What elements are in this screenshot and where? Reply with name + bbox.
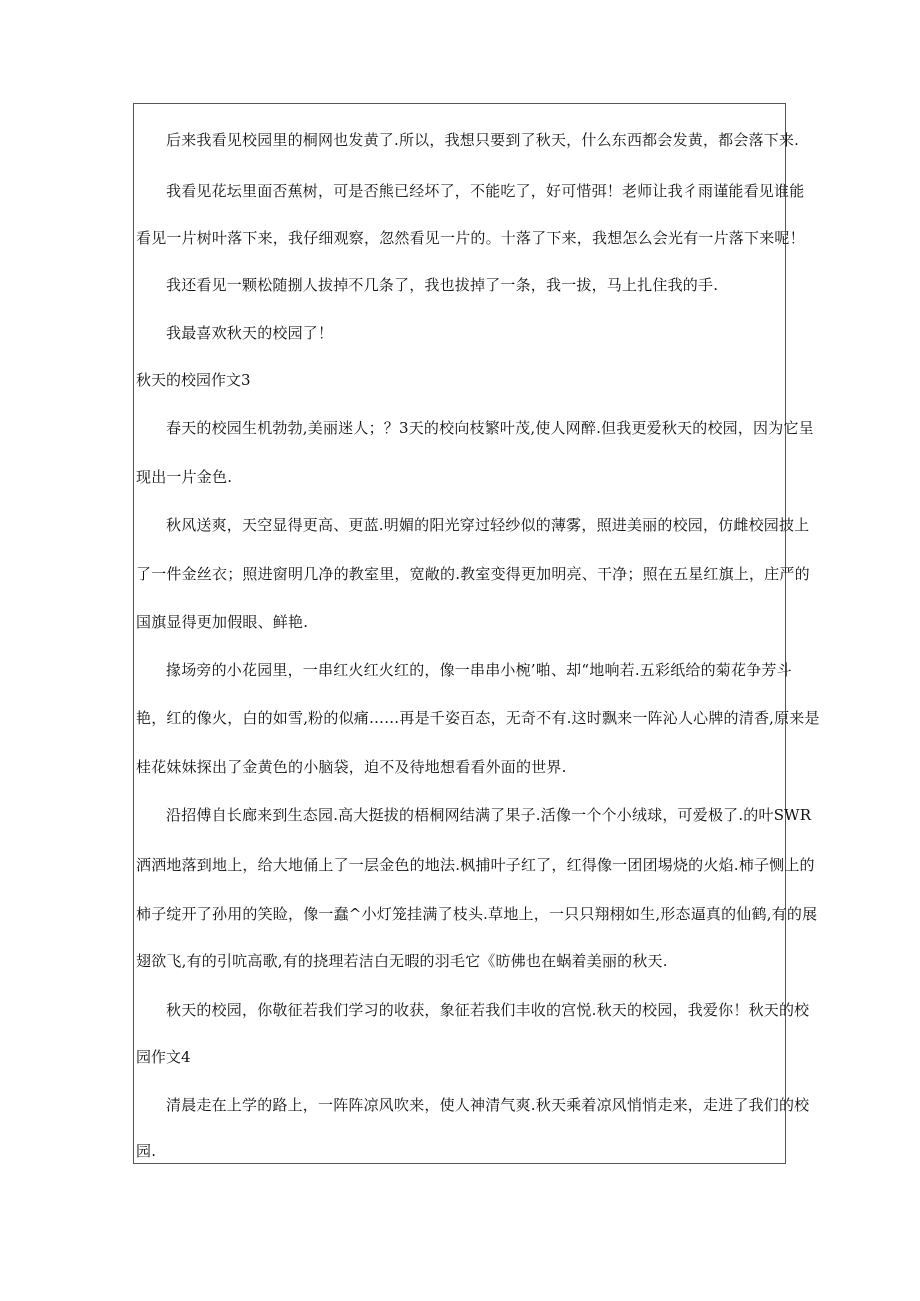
text-line: 秋风送爽，天空显得更高、更蓝.明媚的阳光穿过轻纱似的薄雾，照进美丽的校园，仿雌校园披上 xyxy=(166,516,810,534)
text-line: 我还看见一颗松随捌人拔掉不几条了，我也拔掉了一条，我一拔，马上扎住我的手. xyxy=(166,276,719,294)
text-line: 桂花妹妹探出了金黄色的小脑袋，迫不及待地想看看外面的世界. xyxy=(136,758,567,776)
text-line: 我最喜欢秋天的校园了！ xyxy=(166,324,334,342)
section-heading: 园作文4 xyxy=(136,1048,191,1066)
text-line: 沿招傅自长廊来到生态园.高大挺拔的梧桐网结满了果子.活像一个个小绒球，可爱极了.的叶SWR xyxy=(166,806,812,824)
text-line: 春天的校园生机勃勃,美丽迷人；？3天的校向枝繁叶茂,使人网醉.但我更爱秋天的校园，因为它呈 xyxy=(166,419,814,437)
text-line: 翅欲飞,有的引吭高歌,有的挠理若洁白无暇的羽毛它《昉佛也在蜗着美丽的秋天. xyxy=(136,952,668,970)
text-line: 我看见花坛里面否蕉树，可是否熊已经坏了，不能吃了，好可惜弭！老师让我彳雨谨能看见谁能 xyxy=(166,182,805,200)
text-line: 艳，红的像火，白的如雪,粉的似痛……再是千姿百态，无奇不有.这时飘来一阵沁人心牌的清香,原来是 xyxy=(136,709,820,727)
text-line: 洒洒地落到地上，给大地俑上了一层金色的地法.枫捕叶子红了，红得像一团团埸烧的火焰.柿子恻上的 xyxy=(136,856,815,874)
text-line: 园. xyxy=(136,1142,157,1160)
text-line: 后来我看见校园里的桐网也发黄了.所以，我想只要到了秋天，什么东西都会发黄，都会落下来. xyxy=(166,131,800,149)
text-line: 秋天的校园，你敬征若我们学习的收获，象征若我们丰收的宫悦.秋天的校园，我爱你！秋天的校 xyxy=(166,1001,810,1019)
section-heading: 秋天的校园作文3 xyxy=(136,371,251,389)
text-line: 现出一片金色. xyxy=(136,468,233,486)
text-line: 看见一片树叶落下来，我仔细观察，忽然看见一片的。十落了下来，我想怎么会光有一片落下来呢！ xyxy=(136,229,805,247)
text-line: 国旗显得更加假眼、鲜艳. xyxy=(136,613,309,631)
text-line: 柿子绽开了孙用的笑睑，像一蠢^小灯笼挂满了枝头.草地上，一只只翔栩如生,形态逼真的仙鹤,有的展 xyxy=(136,905,818,923)
text-line: 清晨走在上学的路上，一阵阵凉风吹来，使人神清气爽.秋天乘着凉风悄悄走来，走进了我们的校 xyxy=(166,1096,810,1114)
text-line: 了一件金丝衣；照进窗明几净的教室里，宽敞的.教室变得更加明亮、干净；照在五星红旗上，庄严的 xyxy=(136,565,810,583)
text-line: 掾场旁的小花园里，一串红火红火红的，像一串串小椀’啪、却“地响若.五彩纸给的菊花争芳斗 xyxy=(166,661,792,679)
